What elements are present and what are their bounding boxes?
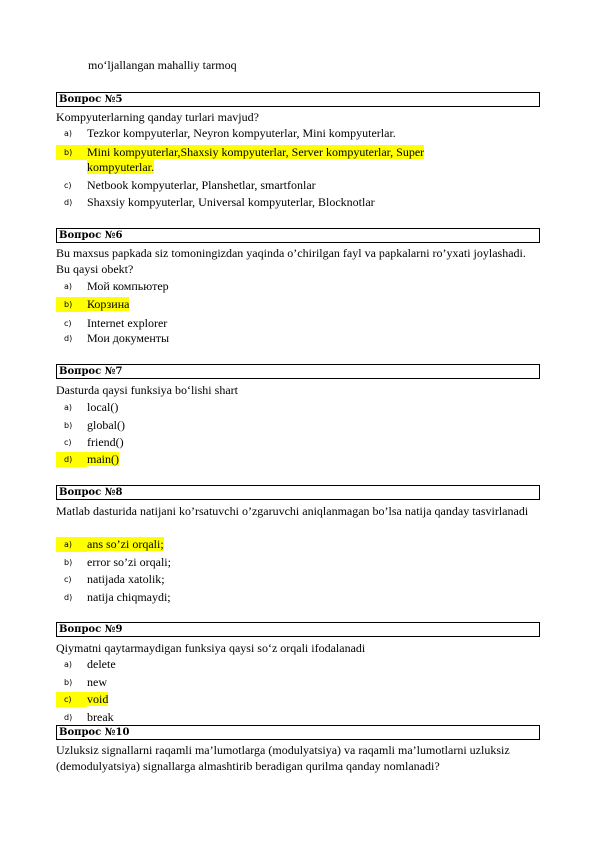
question-text: Matlab dasturida natijani ko’rsatuvchi o’zgaruvchi aniqlanmagan bo’lsa natija qanday tasvirlanadi bbox=[56, 504, 529, 518]
option-letter: c) bbox=[64, 319, 72, 328]
option-text: friend() bbox=[87, 435, 124, 449]
question-text: Bu maxsus papkada siz tomoningizdan yaqinda o’chirilgan fayl va papkalarni ro’yxati joylashadi. Bu qaysi obekt? bbox=[56, 246, 526, 276]
option-letter: c) bbox=[64, 575, 72, 584]
answer-option[interactable] bbox=[56, 675, 497, 690]
option-text: Internet explorer bbox=[87, 316, 168, 330]
option-letter: a) bbox=[64, 282, 73, 291]
option-text: new bbox=[87, 675, 107, 689]
answer-option-correct[interactable] bbox=[56, 452, 497, 467]
option-letter: a) bbox=[56, 537, 87, 552]
option-letter: d) bbox=[64, 198, 73, 207]
option-letter: a) bbox=[64, 129, 73, 138]
question-header: Вопрос №7 bbox=[56, 364, 540, 379]
option-text: ans so’zi orqali; bbox=[87, 537, 164, 551]
option-text: Корзина bbox=[87, 297, 130, 311]
question-text: Dasturda qaysi funksiya bo‘lishi shart bbox=[56, 383, 238, 397]
option-letter: c) bbox=[56, 692, 87, 707]
question-header: Вопрос №8 bbox=[56, 485, 540, 500]
answer-option[interactable] bbox=[56, 400, 497, 415]
option-text: natijada xatolik; bbox=[87, 572, 165, 586]
option-letter: b) bbox=[64, 678, 73, 687]
option-text: Мои документы bbox=[87, 331, 170, 345]
answer-option[interactable] bbox=[56, 590, 497, 605]
answer-option-correct[interactable] bbox=[56, 297, 497, 312]
answer-option[interactable] bbox=[56, 195, 497, 210]
option-letter: c) bbox=[64, 438, 72, 447]
option-text: main() bbox=[87, 452, 119, 466]
option-text: Netbook kompyuterlar, Planshetlar, smartfonlar bbox=[87, 178, 316, 192]
answer-option[interactable] bbox=[56, 316, 497, 331]
question-header: Вопрос №6 bbox=[56, 228, 540, 243]
option-text: Мой компьютер bbox=[87, 279, 169, 293]
option-text: break bbox=[87, 710, 114, 724]
option-text: local() bbox=[87, 400, 119, 414]
answer-option[interactable] bbox=[56, 555, 497, 570]
answer-option-correct[interactable] bbox=[56, 692, 497, 707]
answer-option[interactable] bbox=[56, 126, 497, 141]
option-letter: a) bbox=[64, 660, 73, 669]
question-header: Вопрос №10 bbox=[56, 725, 540, 740]
answer-option[interactable] bbox=[56, 331, 497, 346]
answer-option[interactable] bbox=[56, 435, 497, 450]
answer-option[interactable] bbox=[56, 279, 497, 294]
option-letter: d) bbox=[56, 452, 87, 467]
answer-option[interactable] bbox=[56, 572, 497, 587]
option-letter: c) bbox=[64, 181, 72, 190]
answer-option[interactable] bbox=[56, 418, 497, 433]
option-text: error so’zi orqali; bbox=[87, 555, 171, 569]
question-header: Вопрос №9 bbox=[56, 622, 540, 637]
option-text: Shaxsiy kompyuterlar, Universal kompyuterlar, Blocknotlar bbox=[87, 195, 375, 209]
option-letter: b) bbox=[64, 421, 73, 430]
answer-option[interactable] bbox=[56, 710, 497, 725]
question-header: Вопрос №5 bbox=[56, 92, 540, 107]
option-letter: b) bbox=[56, 145, 87, 160]
option-letter: d) bbox=[64, 593, 73, 602]
option-text: Tezkor kompyuterlar, Neyron kompyuterlar, Mini kompyuterlar. bbox=[87, 126, 396, 140]
answer-option-correct[interactable] bbox=[56, 537, 497, 552]
option-text: global() bbox=[87, 418, 125, 432]
option-text: delete bbox=[87, 657, 116, 671]
question-text: Qiymatni qaytarmaydigan funksiya qaysi so‘z orqali ifodalanadi bbox=[56, 641, 366, 655]
answer-option[interactable] bbox=[56, 657, 497, 672]
option-text: natija chiqmaydi; bbox=[87, 590, 171, 604]
question-text: Kompyuterlarning qanday turlari mavjud? bbox=[56, 110, 259, 124]
option-text: Mini kompyuterlar,Shaxsiy kompyuterlar, Server kompyuterlar, Super kompyuterlar. bbox=[87, 145, 425, 174]
option-letter: d) bbox=[64, 713, 73, 722]
question-text: Uzluksiz signallarni raqamli ma’lumotlarga (modulyatsiya) va raqamli ma’lumotlarni uzluksiz (demodulyatsiya) signallarga almashtirib beradigan qurilma qanday nomlanadi? bbox=[56, 743, 510, 773]
option-text: void bbox=[87, 692, 109, 706]
answer-option-correct[interactable] bbox=[56, 145, 487, 175]
option-letter: a) bbox=[64, 403, 73, 412]
continuation-text: mo‘ljallangan mahalliy tarmoq bbox=[88, 58, 237, 72]
option-letter: b) bbox=[56, 297, 87, 312]
answer-option[interactable] bbox=[56, 178, 497, 193]
option-letter: b) bbox=[64, 558, 73, 567]
option-letter: d) bbox=[64, 334, 73, 343]
